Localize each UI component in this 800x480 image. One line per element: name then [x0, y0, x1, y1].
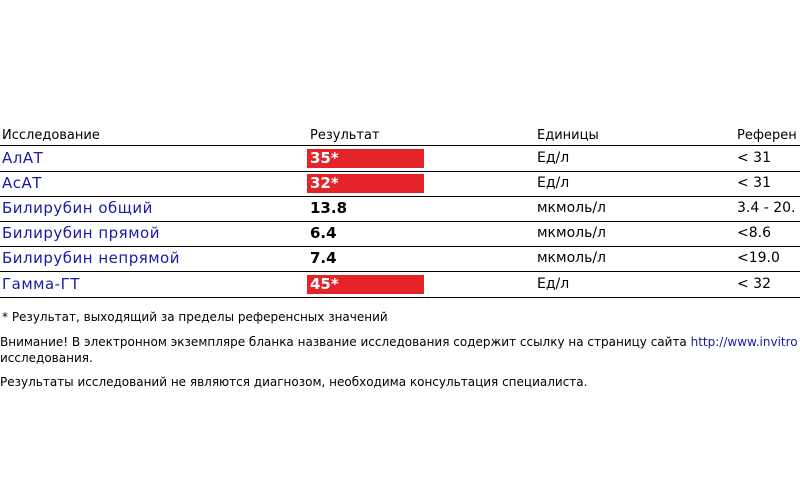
header-units: Единицы	[537, 128, 599, 143]
study-name-link[interactable]: Гамма-ГТ	[2, 275, 80, 293]
study-name-link[interactable]: АлАТ	[2, 149, 44, 167]
units-value: мкмоль/л	[537, 200, 607, 216]
study-name-link[interactable]: Билирубин общий	[2, 199, 153, 217]
reference-value: < 31	[737, 150, 771, 166]
units-value: Ед/л	[537, 276, 570, 292]
units-value: Ед/л	[537, 150, 570, 166]
reference-value: <19.0	[737, 250, 780, 266]
table-row	[0, 246, 800, 271]
result-value: 35*	[307, 149, 424, 168]
table-row	[0, 171, 800, 196]
table-header	[0, 127, 800, 145]
units-value: мкмоль/л	[537, 250, 607, 266]
result-value: 6.4	[310, 224, 337, 242]
study-name-link[interactable]: Билирубин прямой	[2, 224, 160, 242]
table-row	[0, 146, 800, 171]
reference-value: <8.6	[737, 225, 771, 241]
attention-note	[0, 334, 798, 350]
table-row	[0, 196, 800, 221]
reference-value: < 32	[737, 276, 771, 292]
study-name-link[interactable]: Билирубин непрямой	[2, 249, 180, 267]
header-result: Результат	[310, 128, 380, 143]
result-value: 32*	[307, 174, 424, 193]
reference-value: 3.4 - 20.	[737, 200, 796, 216]
attention-text: Внимание! В электронном экземпляре бланка название исследования содержит ссылку на страницу сайта	[0, 335, 687, 349]
units-value: мкмоль/л	[537, 225, 607, 241]
attention-note-continuation: исследования.	[0, 351, 93, 365]
header-study: Исследование	[2, 128, 100, 143]
table-row	[0, 272, 800, 297]
disclaimer-text: Результаты исследований не являются диагнозом, необходима консультация специалиста.	[0, 375, 588, 389]
study-name-link[interactable]: АсАТ	[2, 174, 42, 192]
result-value: 13.8	[310, 199, 348, 217]
table-row	[0, 221, 800, 246]
invitro-site-link[interactable]: http://www.invitro	[690, 335, 798, 349]
reference-value: < 31	[737, 175, 771, 191]
result-value: 45*	[307, 275, 424, 294]
asterisk-footnote: * Результат, выходящий за пределы референсных значений	[2, 310, 388, 324]
units-value: Ед/л	[537, 175, 570, 191]
result-value: 7.4	[310, 249, 337, 267]
header-reference: Референ	[737, 128, 797, 143]
table-bottom-divider	[0, 297, 800, 298]
